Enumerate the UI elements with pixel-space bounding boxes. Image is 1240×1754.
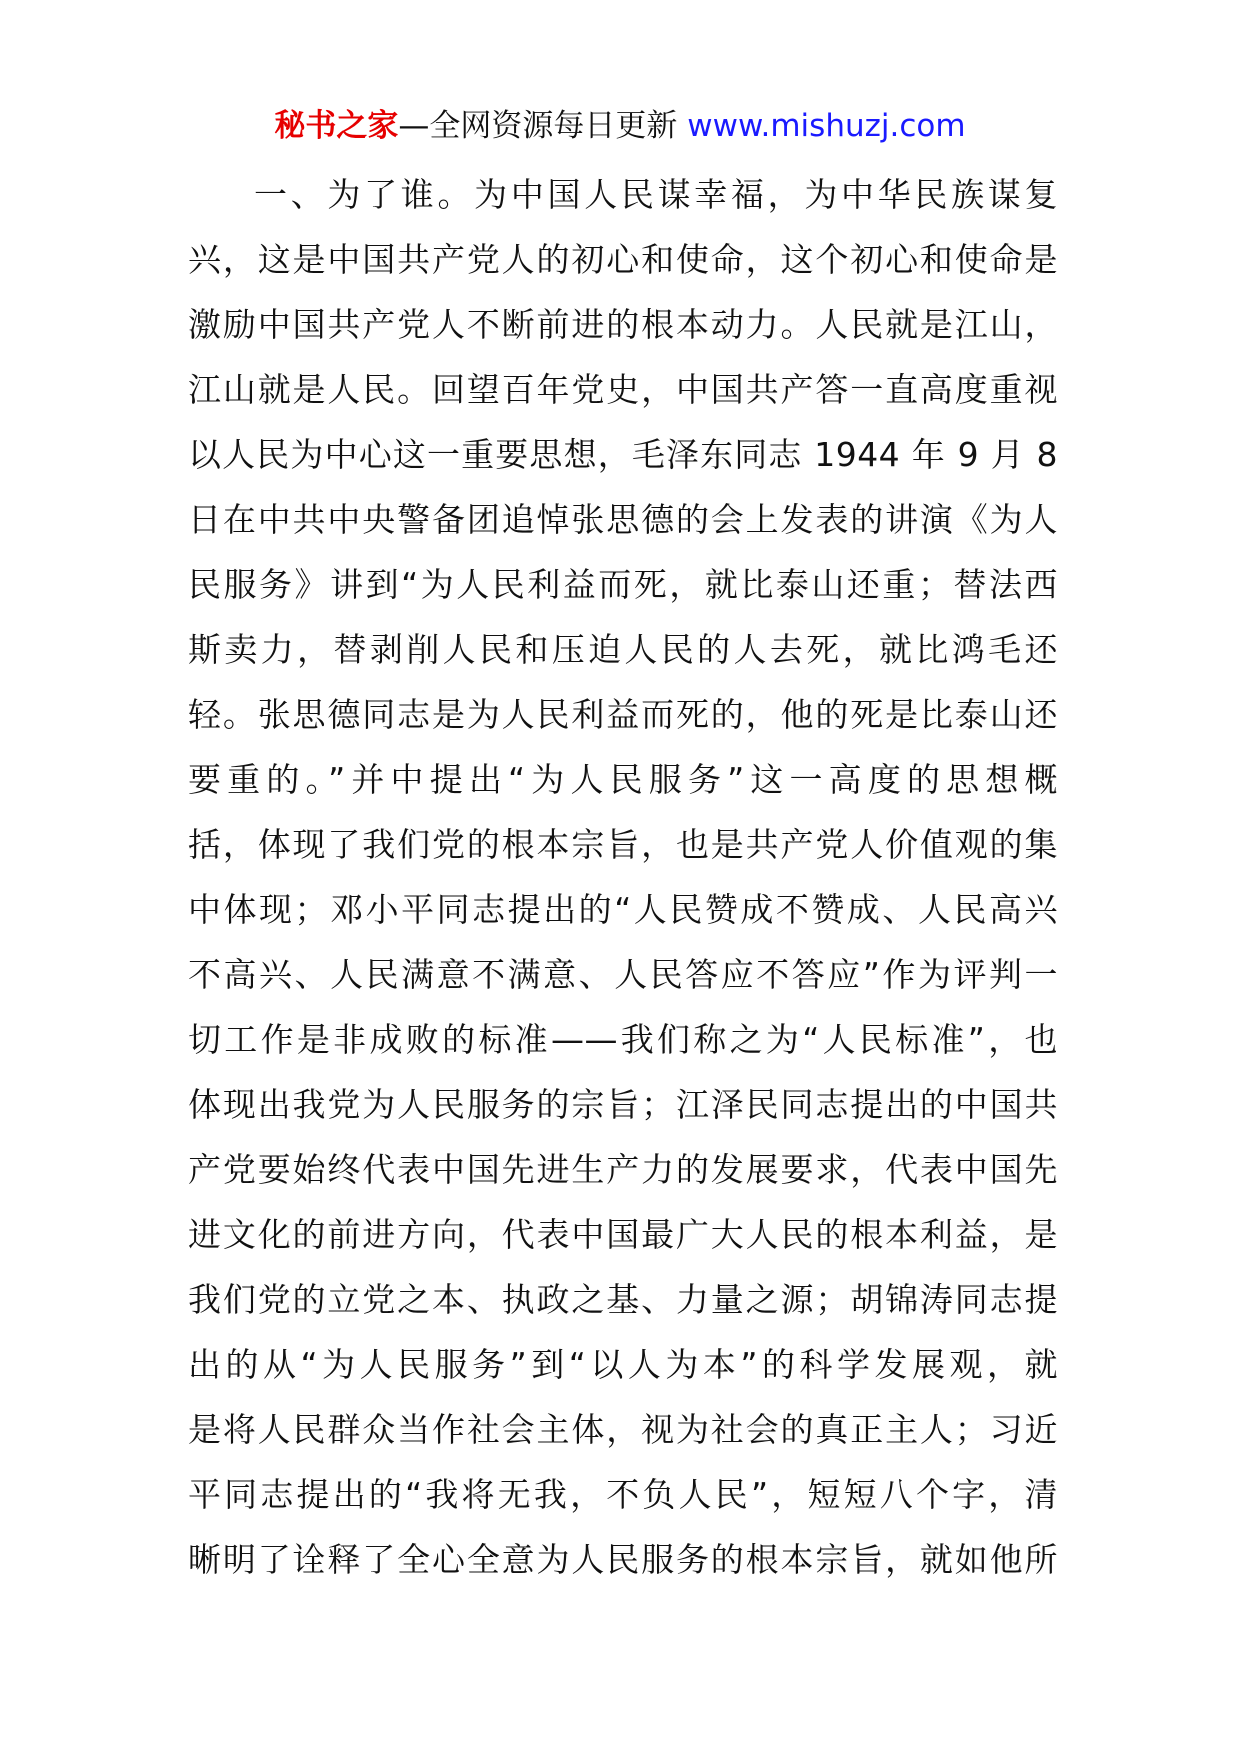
paragraph-line: 括，体现了我们党的根本宗旨，也是共产党人价值观的集 — [188, 825, 1058, 864]
paragraph-line: 不高兴、人民满意不满意、人民答应不答应”作为评判一 — [188, 955, 1058, 994]
paragraph-line: 平同志提出的“我将无我，不负人民”，短短八个字，清 — [188, 1475, 1058, 1514]
paragraph-line: 晰明了诠释了全心全意为人民服务的根本宗旨，就如他所 — [188, 1540, 1058, 1579]
paragraph-line: 激励中国共产党人不断前进的根本动力。人民就是江山， — [188, 305, 1058, 344]
paragraph-line: 轻。张思德同志是为人民利益而死的，他的死是比泰山还 — [188, 695, 1058, 734]
paragraph-line: 江山就是人民。回望百年党史，中国共产答一直高度重视 — [188, 370, 1058, 409]
paragraph-line: 是将人民群众当作社会主体，视为社会的真正主人；习近 — [188, 1410, 1058, 1449]
paragraph-line: 产党要始终代表中国先进生产力的发展要求，代表中国先 — [188, 1150, 1058, 1189]
paragraph-line: 体现出我党为人民服务的宗旨；江泽民同志提出的中国共 — [188, 1085, 1058, 1124]
paragraph-line: 日在中共中央警备团追悼张思德的会上发表的讲演《为人 — [188, 500, 1058, 539]
paragraph-line: 中体现；邓小平同志提出的“人民赞成不赞成、人民高兴 — [188, 890, 1058, 929]
website-link[interactable]: www.mishuzj.com — [687, 108, 966, 144]
header-tagline: —全网资源每日更新 — [398, 108, 678, 144]
paragraph-line: 要重的。”并中提出“为人民服务”这一高度的思想概 — [188, 760, 1058, 799]
body-paragraph — [188, 162, 1058, 1592]
page-header — [0, 104, 1240, 148]
paragraph-line: 出的从“为人民服务”到“以人为本”的科学发展观，就 — [188, 1345, 1058, 1384]
paragraph-line: 进文化的前进方向，代表中国最广大人民的根本利益，是 — [188, 1215, 1058, 1254]
brand-name: 秘书之家 — [274, 108, 399, 144]
paragraph-line: 斯卖力，替剥削人民和压迫人民的人去死，就比鸿毛还 — [188, 630, 1058, 669]
paragraph-line: 兴，这是中国共产党人的初心和使命，这个初心和使命是 — [188, 240, 1058, 279]
paragraph-line: 以人民为中心这一重要思想，毛泽东同志 1944 年 9 月 8 — [188, 435, 1058, 474]
paragraph-line: 切工作是非成败的标准——我们称之为“人民标准”，也 — [188, 1020, 1058, 1059]
paragraph-line: 一、为了谁。为中国人民谋幸福，为中华民族谋复 — [254, 175, 1058, 214]
paragraph-line: 我们党的立党之本、执政之基、力量之源；胡锦涛同志提 — [188, 1280, 1058, 1319]
paragraph-line: 民服务》讲到“为人民利益而死，就比泰山还重；替法西 — [188, 565, 1058, 604]
